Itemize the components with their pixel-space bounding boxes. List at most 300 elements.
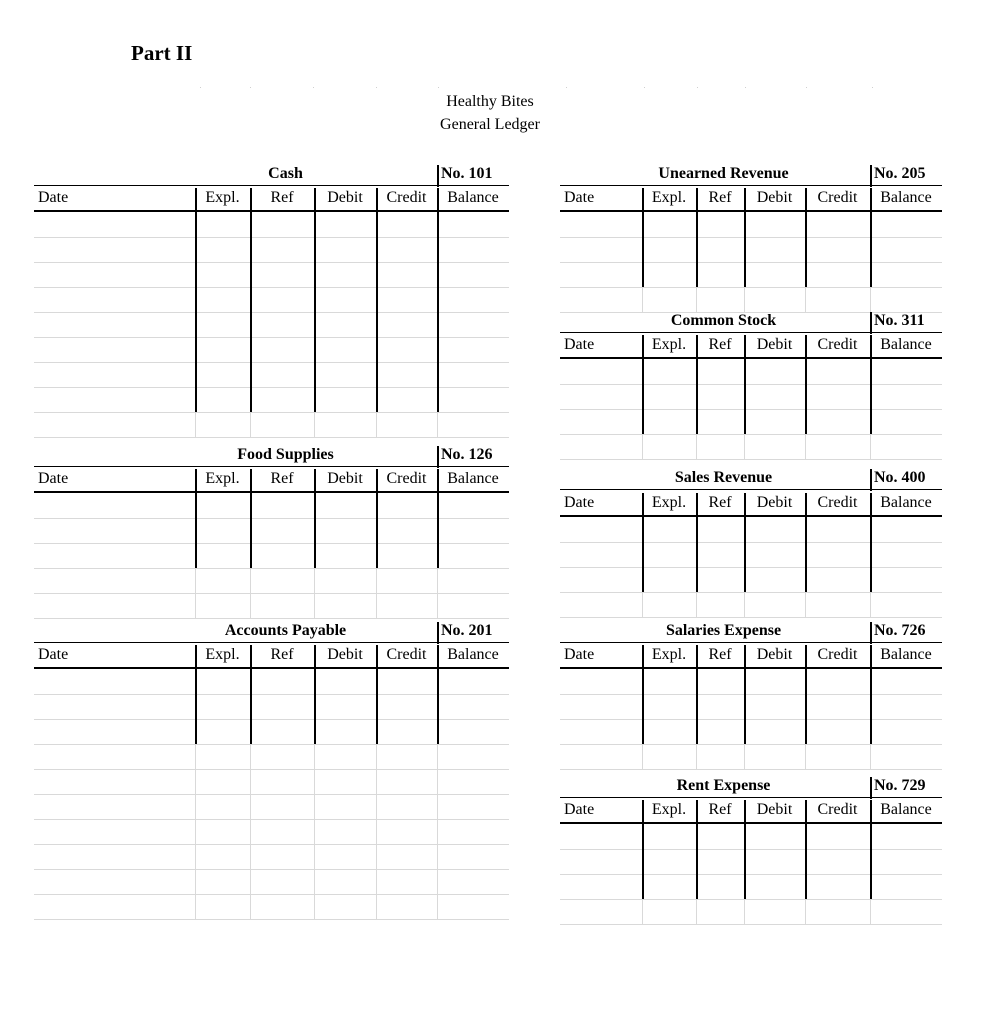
column-header-expl: Expl.: [205, 646, 240, 663]
column-header-expl: Expl.: [205, 470, 240, 487]
header-separator: [870, 493, 872, 515]
column-header-debit: Debit: [756, 801, 793, 818]
column-rule: [250, 694, 252, 719]
column-rule: [314, 694, 316, 719]
column-rule: [805, 899, 806, 924]
header-separator: [696, 188, 698, 210]
ledger-title: General Ledger: [440, 116, 540, 133]
column-rule: [696, 592, 697, 617]
column-header-expl: Expl.: [205, 189, 240, 206]
column-header-expl: Expl.: [651, 494, 687, 511]
guide-dot: [250, 87, 251, 88]
column-rule: [744, 262, 746, 287]
column-rule: [805, 359, 807, 384]
column-rule: [696, 237, 698, 262]
column-header-credit: Credit: [817, 189, 858, 206]
column-header-debit: Debit: [756, 336, 793, 353]
column-rule: [696, 409, 698, 434]
column-rule: [437, 869, 438, 894]
column-header-balance: Balance: [880, 336, 932, 353]
column-rule: [642, 669, 644, 694]
header-separator: [805, 800, 807, 822]
column-rule: [744, 409, 746, 434]
header-separator: [314, 469, 316, 491]
row-rule: [34, 919, 509, 920]
row-rule: [560, 617, 942, 618]
column-rule: [195, 518, 197, 543]
ledger-number-common-stock: No. 311: [874, 312, 925, 329]
column-rule: [642, 899, 643, 924]
column-rule: [437, 493, 439, 518]
guide-dot: [644, 87, 645, 88]
column-rule: [805, 744, 806, 769]
header-separator: [870, 800, 872, 822]
row-rule: [560, 287, 942, 288]
column-rule: [376, 387, 378, 412]
column-rule: [696, 517, 698, 542]
column-header-expl: Expl.: [651, 336, 687, 353]
column-rule: [870, 592, 871, 617]
column-rule: [195, 337, 197, 362]
column-rule: [376, 212, 378, 237]
header-separator: [744, 493, 746, 515]
column-header-expl: Expl.: [651, 801, 687, 818]
column-rule: [744, 824, 746, 849]
column-rule: [437, 312, 439, 337]
column-rule: [870, 899, 871, 924]
column-header-expl: Expl.: [651, 189, 687, 206]
column-rule: [870, 287, 871, 312]
column-rule: [744, 694, 746, 719]
title-separator: [870, 469, 872, 491]
row-rule: [560, 769, 942, 770]
column-header-credit: Credit: [817, 801, 858, 818]
column-rule: [437, 819, 438, 844]
title-separator: [870, 777, 872, 799]
column-rule: [696, 849, 698, 874]
guide-dot: [566, 87, 567, 88]
column-rule: [376, 694, 378, 719]
column-rule: [250, 819, 251, 844]
row-rule: [560, 899, 942, 900]
header-separator: [642, 188, 644, 210]
column-rule: [805, 434, 806, 459]
column-rule: [376, 869, 377, 894]
column-rule: [870, 824, 872, 849]
column-header-date: Date: [564, 801, 595, 818]
row-rule: [560, 567, 942, 568]
column-rule: [250, 312, 252, 337]
header-separator: [376, 188, 378, 210]
column-rule: [805, 237, 807, 262]
column-rule: [642, 849, 644, 874]
column-rule: [805, 542, 807, 567]
column-rule: [314, 844, 315, 869]
header-underline: [560, 357, 942, 359]
column-rule: [195, 387, 197, 412]
column-rule: [314, 894, 315, 919]
guide-dot: [376, 87, 377, 88]
column-rule: [250, 518, 252, 543]
column-rule: [870, 567, 872, 592]
column-header-balance: Balance: [447, 189, 499, 206]
column-rule: [437, 593, 438, 618]
column-rule: [744, 592, 745, 617]
column-rule: [195, 262, 197, 287]
column-rule: [195, 543, 197, 568]
row-rule: [560, 592, 942, 593]
column-rule: [870, 262, 872, 287]
column-rule: [696, 384, 698, 409]
column-header-date: Date: [564, 646, 595, 663]
column-rule: [250, 744, 251, 769]
column-rule: [437, 212, 439, 237]
column-header-balance: Balance: [880, 801, 932, 818]
column-rule: [250, 237, 252, 262]
column-rule: [314, 337, 316, 362]
header-separator: [805, 493, 807, 515]
column-header-balance: Balance: [880, 646, 932, 663]
ledger-number-cash: No. 101: [441, 165, 493, 182]
column-rule: [870, 359, 872, 384]
column-rule: [437, 769, 438, 794]
column-header-date: Date: [564, 189, 595, 206]
row-rule: [34, 618, 509, 619]
column-rule: [870, 874, 872, 899]
column-rule: [744, 287, 745, 312]
column-rule: [696, 212, 698, 237]
column-rule: [314, 493, 316, 518]
column-rule: [195, 819, 196, 844]
column-rule: [437, 669, 439, 694]
column-rule: [250, 493, 252, 518]
row-rule: [560, 719, 942, 720]
header-separator: [376, 469, 378, 491]
header-separator: [642, 335, 644, 357]
header-underline: [560, 515, 942, 517]
column-rule: [250, 287, 252, 312]
column-rule: [696, 542, 698, 567]
column-rule: [195, 493, 197, 518]
guide-dot: [697, 87, 698, 88]
title-separator: [437, 622, 439, 644]
column-rule: [195, 794, 196, 819]
column-rule: [642, 384, 644, 409]
column-rule: [696, 719, 698, 744]
ledger-title-unearned-revenue: Unearned Revenue: [658, 165, 789, 182]
header-separator: [642, 645, 644, 667]
column-rule: [195, 237, 197, 262]
column-rule: [437, 844, 438, 869]
title-underline: [560, 332, 942, 333]
column-rule: [376, 493, 378, 518]
header-underline: [560, 210, 942, 212]
column-rule: [437, 894, 438, 919]
column-rule: [376, 412, 377, 437]
row-rule: [560, 459, 942, 460]
header-separator: [870, 188, 872, 210]
ledger-number-sales-revenue: No. 400: [874, 469, 926, 486]
column-rule: [805, 824, 807, 849]
column-header-date: Date: [38, 646, 69, 663]
column-rule: [376, 568, 377, 593]
column-rule: [314, 212, 316, 237]
title-separator: [870, 312, 872, 334]
column-rule: [437, 794, 438, 819]
column-rule: [805, 669, 807, 694]
column-rule: [744, 567, 746, 592]
column-rule: [250, 669, 252, 694]
column-rule: [870, 849, 872, 874]
column-header-date: Date: [38, 470, 69, 487]
header-separator: [250, 188, 252, 210]
ledger-title-accounts-payable: Accounts Payable: [224, 622, 347, 639]
column-rule: [696, 744, 697, 769]
title-separator: [437, 446, 439, 468]
column-rule: [437, 262, 439, 287]
column-header-debit: Debit: [327, 646, 363, 663]
column-rule: [870, 694, 872, 719]
guide-dot: [438, 87, 439, 88]
column-rule: [805, 874, 807, 899]
row-rule: [560, 384, 942, 385]
column-rule: [195, 362, 197, 387]
column-rule: [805, 517, 807, 542]
column-header-credit: Credit: [386, 470, 427, 487]
header-separator: [805, 335, 807, 357]
column-rule: [870, 517, 872, 542]
column-header-credit: Credit: [817, 336, 858, 353]
column-rule: [696, 359, 698, 384]
column-rule: [805, 384, 807, 409]
column-rule: [805, 849, 807, 874]
column-rule: [642, 359, 644, 384]
column-rule: [376, 669, 378, 694]
column-rule: [376, 593, 377, 618]
column-rule: [805, 694, 807, 719]
column-rule: [314, 287, 316, 312]
column-header-debit: Debit: [327, 189, 363, 206]
column-rule: [437, 518, 439, 543]
column-rule: [250, 262, 252, 287]
column-rule: [805, 719, 807, 744]
column-rule: [744, 212, 746, 237]
guide-dot: [200, 87, 201, 88]
column-rule: [195, 869, 196, 894]
column-rule: [314, 518, 316, 543]
column-header-debit: Debit: [327, 470, 363, 487]
column-rule: [314, 669, 316, 694]
column-rule: [195, 568, 196, 593]
row-rule: [560, 924, 942, 925]
column-rule: [376, 287, 378, 312]
column-header-ref: Ref: [708, 336, 732, 353]
column-rule: [744, 669, 746, 694]
column-rule: [744, 359, 746, 384]
column-rule: [805, 287, 806, 312]
column-rule: [314, 869, 315, 894]
column-header-credit: Credit: [386, 646, 427, 663]
column-header-balance: Balance: [880, 494, 932, 511]
column-rule: [195, 894, 196, 919]
column-rule: [195, 593, 196, 618]
header-separator: [437, 188, 439, 210]
column-rule: [642, 434, 643, 459]
column-rule: [744, 849, 746, 874]
column-header-balance: Balance: [447, 646, 499, 663]
header-separator: [195, 645, 197, 667]
header-separator: [696, 645, 698, 667]
column-rule: [250, 412, 251, 437]
row-rule: [560, 262, 942, 263]
column-rule: [696, 434, 697, 459]
column-rule: [696, 824, 698, 849]
row-rule: [560, 237, 942, 238]
row-rule: [560, 849, 942, 850]
column-rule: [642, 237, 644, 262]
column-rule: [376, 819, 377, 844]
row-rule: [560, 434, 942, 435]
column-header-ref: Ref: [270, 470, 294, 487]
column-rule: [314, 568, 315, 593]
row-rule: [560, 694, 942, 695]
column-rule: [805, 212, 807, 237]
title-underline: [560, 797, 942, 798]
column-rule: [250, 894, 251, 919]
column-rule: [250, 387, 252, 412]
ledger-title-food-supplies: Food Supplies: [237, 446, 334, 463]
column-rule: [314, 543, 316, 568]
column-rule: [250, 337, 252, 362]
guide-dot: [806, 87, 807, 88]
column-rule: [314, 237, 316, 262]
column-rule: [642, 409, 644, 434]
header-underline: [560, 822, 942, 824]
column-rule: [870, 434, 871, 459]
column-rule: [376, 543, 378, 568]
row-rule: [560, 874, 942, 875]
header-separator: [195, 469, 197, 491]
header-separator: [250, 645, 252, 667]
column-rule: [376, 844, 377, 869]
column-rule: [250, 212, 252, 237]
column-rule: [195, 694, 197, 719]
column-header-ref: Ref: [708, 189, 732, 206]
column-rule: [870, 409, 872, 434]
guide-dot: [872, 87, 873, 88]
column-header-balance: Balance: [880, 189, 932, 206]
column-header-date: Date: [564, 336, 595, 353]
header-separator: [314, 188, 316, 210]
column-rule: [376, 894, 377, 919]
column-rule: [250, 769, 251, 794]
column-rule: [696, 287, 697, 312]
column-rule: [870, 719, 872, 744]
column-header-ref: Ref: [270, 189, 294, 206]
column-rule: [437, 337, 439, 362]
ledger-number-rent-expense: No. 729: [874, 777, 926, 794]
column-rule: [195, 769, 196, 794]
column-rule: [696, 899, 697, 924]
header-separator: [744, 188, 746, 210]
ledger-title-common-stock: Common Stock: [670, 312, 777, 329]
column-rule: [744, 899, 745, 924]
column-rule: [314, 412, 315, 437]
column-rule: [314, 769, 315, 794]
column-rule: [376, 362, 378, 387]
column-rule: [437, 568, 438, 593]
column-header-balance: Balance: [447, 470, 499, 487]
column-rule: [642, 212, 644, 237]
column-rule: [437, 362, 439, 387]
title-underline: [560, 185, 942, 186]
guide-dot: [745, 87, 746, 88]
column-rule: [195, 844, 196, 869]
column-rule: [744, 542, 746, 567]
row-rule: [560, 744, 942, 745]
column-header-ref: Ref: [708, 646, 732, 663]
column-rule: [437, 694, 439, 719]
column-header-debit: Debit: [756, 494, 793, 511]
column-rule: [642, 874, 644, 899]
column-rule: [696, 874, 698, 899]
column-header-ref: Ref: [708, 494, 732, 511]
title-underline: [560, 489, 942, 490]
title-underline: [560, 642, 942, 643]
ledger-number-accounts-payable: No. 201: [441, 622, 493, 639]
column-rule: [376, 719, 378, 744]
title-separator: [870, 622, 872, 644]
column-rule: [696, 694, 698, 719]
ledger-title-cash: Cash: [268, 165, 303, 182]
column-rule: [642, 824, 644, 849]
column-rule: [314, 719, 316, 744]
header-separator: [696, 800, 698, 822]
column-rule: [195, 412, 196, 437]
column-rule: [195, 212, 197, 237]
column-rule: [744, 517, 746, 542]
column-rule: [642, 592, 643, 617]
column-rule: [376, 744, 377, 769]
column-rule: [437, 237, 439, 262]
column-rule: [744, 434, 745, 459]
column-rule: [376, 337, 378, 362]
column-rule: [195, 669, 197, 694]
column-header-ref: Ref: [708, 801, 732, 818]
column-rule: [250, 362, 252, 387]
column-rule: [250, 794, 251, 819]
header-separator: [642, 493, 644, 515]
column-header-ref: Ref: [270, 646, 294, 663]
column-rule: [250, 844, 251, 869]
column-rule: [250, 593, 251, 618]
column-rule: [744, 719, 746, 744]
column-rule: [696, 669, 698, 694]
column-rule: [870, 542, 872, 567]
title-separator: [870, 165, 872, 187]
column-rule: [314, 262, 316, 287]
part-title: Part II: [131, 41, 193, 65]
column-rule: [195, 287, 197, 312]
header-underline: [560, 667, 942, 669]
column-rule: [376, 769, 377, 794]
column-rule: [250, 869, 251, 894]
column-rule: [195, 744, 196, 769]
column-rule: [437, 387, 439, 412]
column-header-date: Date: [38, 189, 69, 206]
column-rule: [376, 518, 378, 543]
column-rule: [314, 362, 316, 387]
